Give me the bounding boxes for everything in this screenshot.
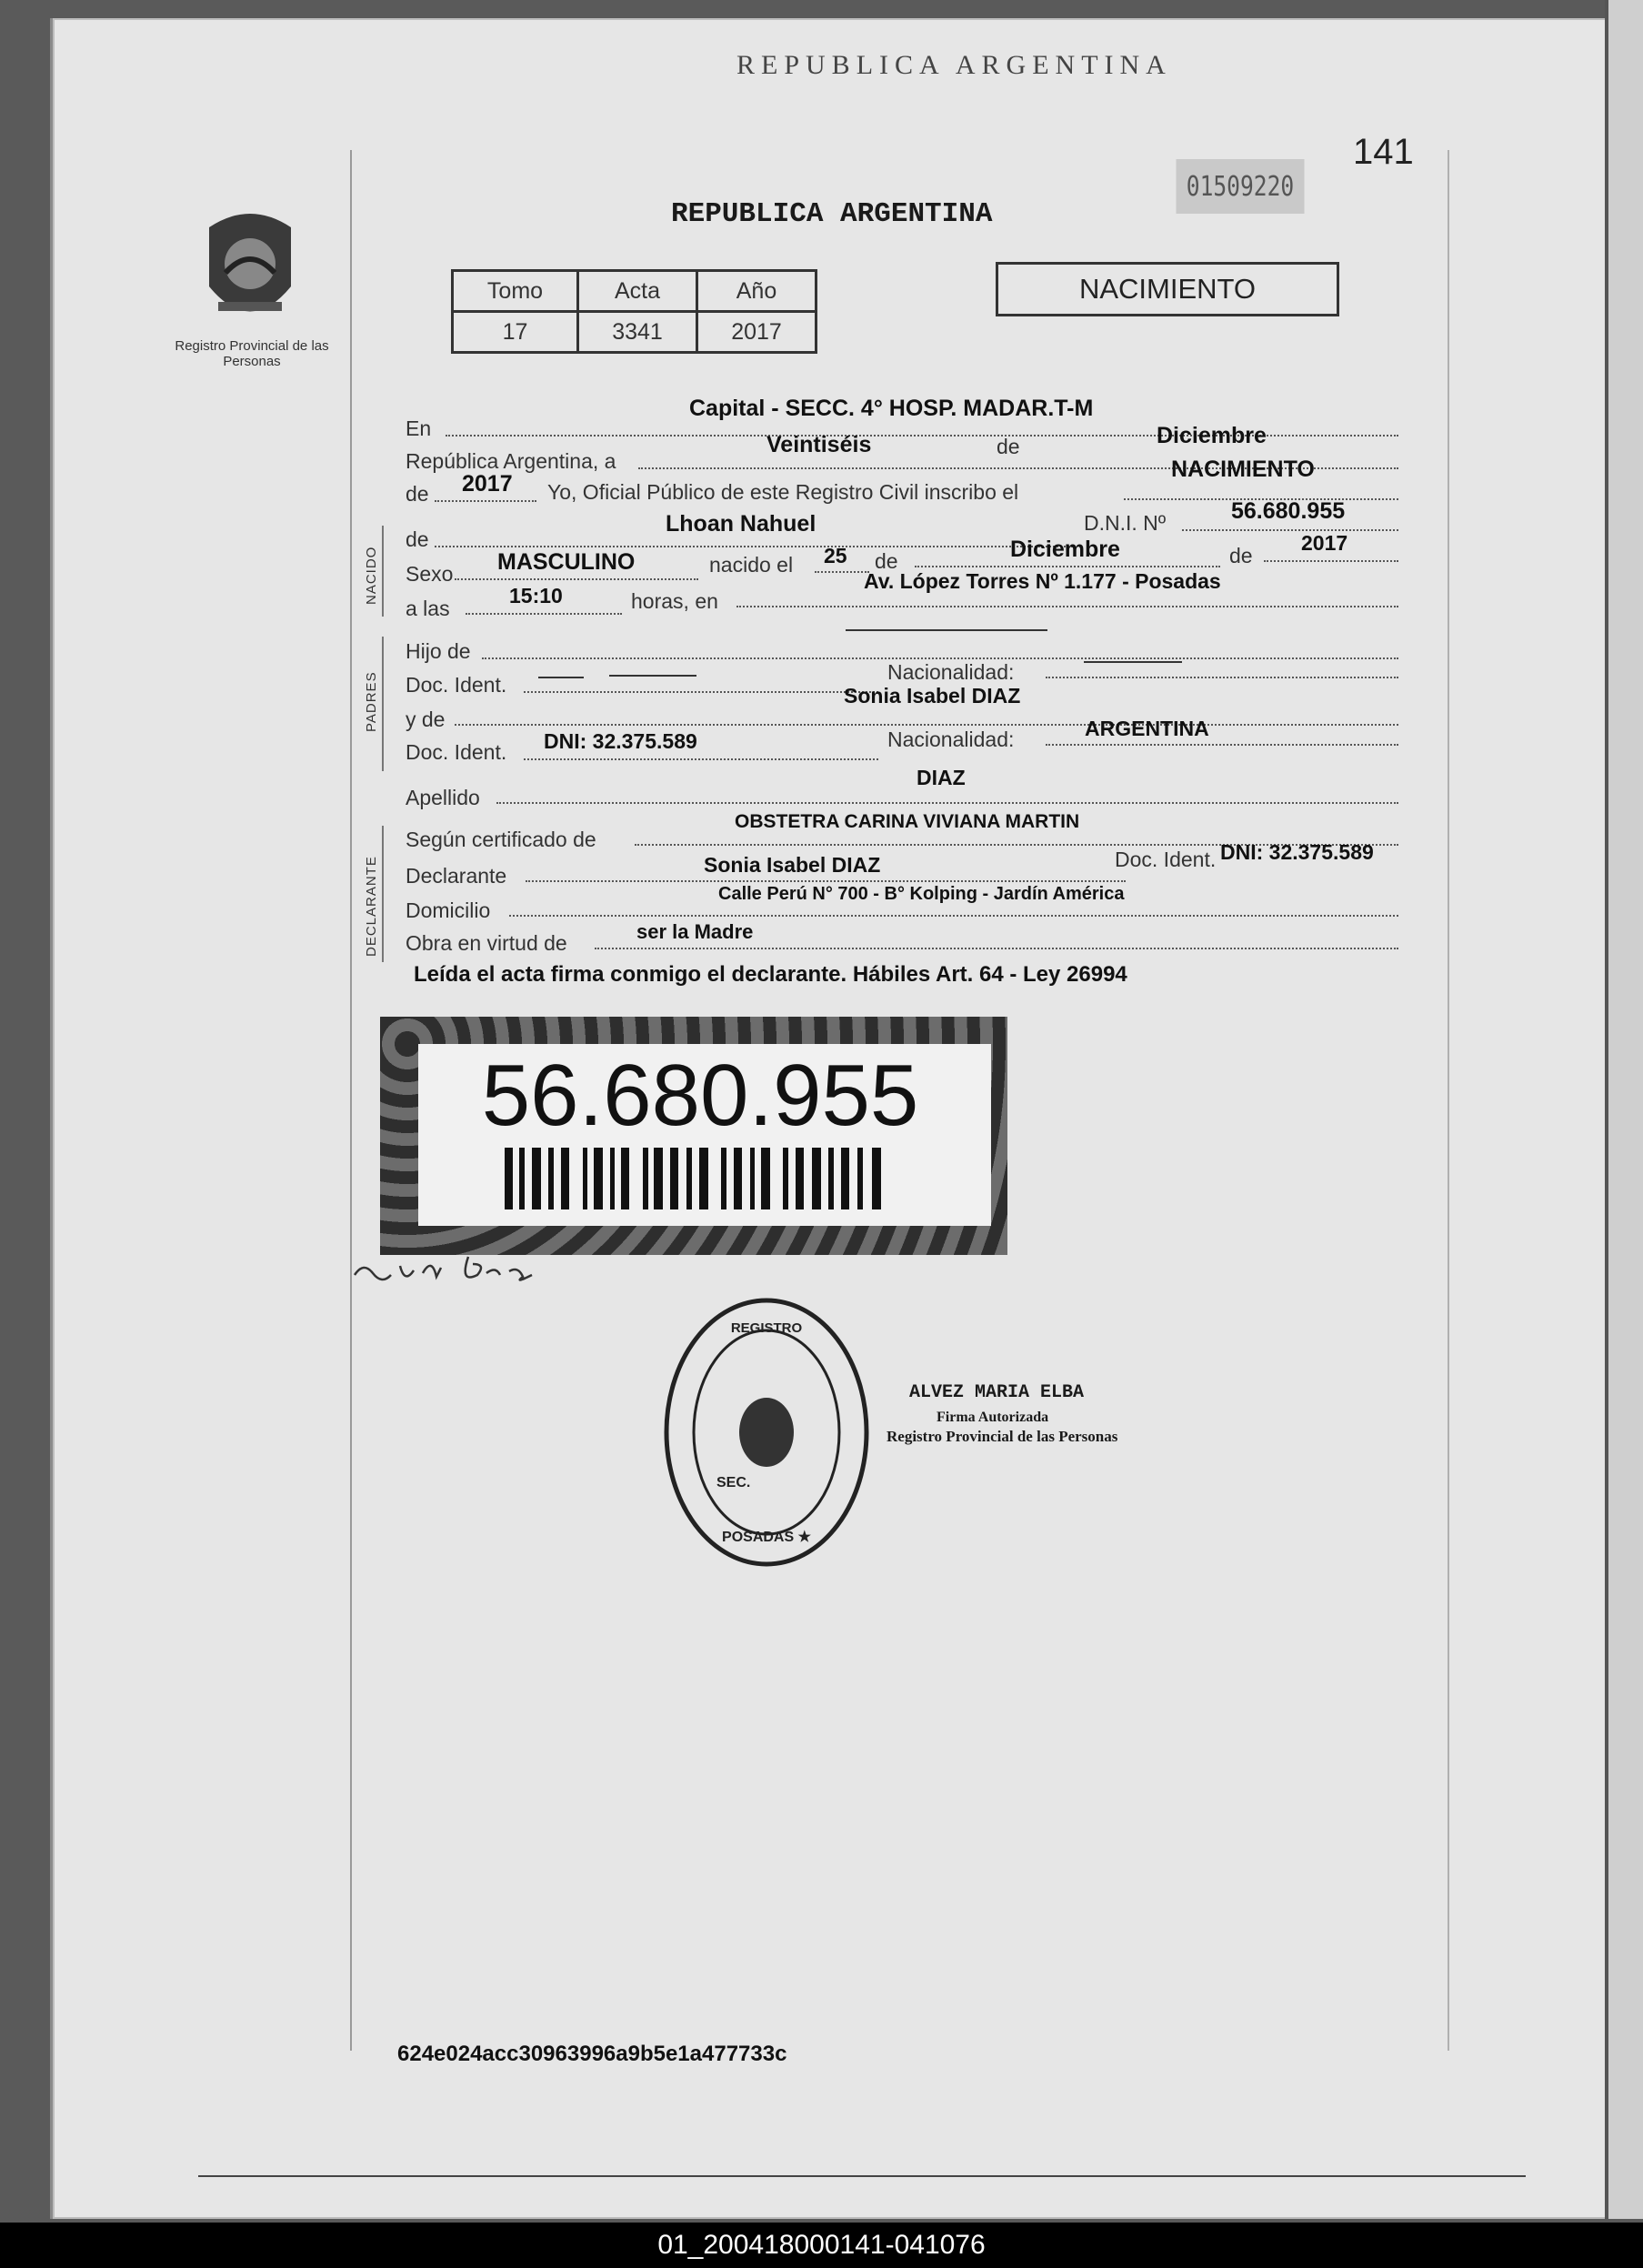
child-name-value: Lhoan Nahuel: [666, 511, 816, 537]
label-declarante: Declarante: [406, 864, 507, 888]
record-header-ano: Año: [697, 271, 816, 312]
label-nacionalidad-2: Nacionalidad:: [887, 728, 1015, 751]
adjacent-page-edge: [1605, 0, 1643, 2219]
act-type-value: NACIMIENTO: [1171, 457, 1315, 482]
record-value-tomo: 17: [453, 312, 578, 353]
dotted-line: [815, 571, 869, 573]
record-header-tomo: Tomo: [453, 271, 578, 312]
side-label-declarante: DECLARANTE: [364, 856, 379, 957]
label-en: En: [406, 416, 432, 440]
label-doc-1: Doc. Ident.: [406, 673, 507, 697]
record-value-acta: 3341: [578, 312, 697, 353]
label-republica: República Argentina, a: [406, 449, 616, 473]
label-de-2: de: [406, 482, 429, 506]
dotted-line: [509, 915, 1398, 917]
closing-statement: Leída el acta firma conmigo el declarante. Hábiles Art. 64 - Ley 26994: [414, 962, 1127, 987]
label-doc-2: Doc. Ident.: [406, 740, 507, 764]
birth-time-value: 15:10: [509, 584, 563, 607]
declarant-value: Sonia Isabel DIAZ: [704, 853, 881, 877]
svg-text:POSADAS ★: POSADAS ★: [722, 1530, 811, 1545]
label-alas: a las: [406, 597, 450, 620]
birth-place-value: Av. López Torres Nº 1.177 - Posadas: [864, 569, 1221, 593]
bottom-rule: [198, 2175, 1526, 2177]
dotted-line: [496, 802, 1398, 804]
birth-month-value: Diciembre: [1010, 537, 1120, 562]
side-label-nacido: NACIDO: [364, 546, 379, 605]
label-horas: horas, en: [631, 589, 718, 613]
document-hash: 624e024acc30963996a9b5e1a477733c: [397, 2042, 787, 2066]
label-hijo: Hijo de: [406, 639, 471, 663]
record-value-ano: 2017: [697, 312, 816, 353]
record-header-acta: Acta: [578, 271, 697, 312]
certificate-value: OBSTETRA CARINA VIVIANA MARTIN: [735, 811, 1080, 832]
dotted-line: [524, 758, 878, 760]
file-footer-label: 01_200418000141-041076: [0, 2223, 1643, 2268]
label-dni: D.N.I. Nº: [1084, 511, 1167, 535]
mother-doc-value: DNI: 32.375.589: [544, 729, 697, 753]
svg-text:SEC.: SEC.: [716, 1475, 751, 1490]
seal-caption: Registro Provincial de las Personas: [175, 338, 329, 369]
record-type-box: NACIMIENTO: [996, 262, 1339, 316]
surname-value: DIAZ: [917, 766, 966, 789]
signatory-role: Firma Autorizada: [937, 1410, 1049, 1425]
label-nacionalidad-1: Nacionalidad:: [887, 660, 1015, 684]
month-value: Diciembre: [1157, 423, 1267, 448]
capacity-value: ser la Madre: [636, 920, 754, 943]
declarant-doc-value: DNI: 32.375.589: [1220, 840, 1374, 864]
label-sexo: Sexo: [406, 562, 454, 586]
dotted-line: [595, 948, 1398, 949]
label-de-3: de: [406, 527, 429, 551]
day-value: Veintiséis: [766, 432, 872, 457]
blank-father-doc-type: [538, 677, 584, 678]
side-label-padres: PADRES: [364, 671, 379, 732]
signatory-name: ALVEZ MARIA ELBA: [909, 1382, 1085, 1403]
dotted-line: [1264, 560, 1398, 562]
dotted-line: [455, 578, 698, 580]
label-apellido: Apellido: [406, 786, 480, 809]
label-nacido: nacido el: [709, 553, 794, 577]
dotted-line: [482, 657, 1398, 659]
mother-name-value: Sonia Isabel DIAZ: [844, 684, 1021, 707]
dotted-line: [736, 606, 1398, 607]
dni-badge-number: 56.680.955: [481, 1047, 919, 1144]
birth-day-value: 25: [824, 544, 847, 567]
label-yo: Yo, Oficial Público de este Registro Civil inscribo el: [547, 480, 1019, 504]
barcode-icon: [505, 1148, 887, 1209]
dotted-line: [526, 880, 1126, 882]
label-doc-3: Doc. Ident.: [1115, 848, 1217, 871]
blank-father-nationality: [1084, 661, 1182, 663]
blank-father-doc-number: [609, 675, 696, 677]
provincial-seal-icon: [191, 200, 309, 336]
label-obra: Obra en virtud de: [406, 931, 567, 955]
label-de-5: de: [1229, 544, 1253, 567]
dotted-line: [524, 691, 878, 693]
label-segun: Según certificado de: [406, 828, 596, 851]
page-header-country: REPUBLICA ARGENTINA: [736, 50, 1172, 80]
birth-year-value: 2017: [1301, 531, 1348, 555]
form-title: REPUBLICA ARGENTINA: [671, 198, 993, 230]
dotted-line: [466, 613, 622, 615]
section-rule: [382, 526, 384, 617]
child-dni-value: 56.680.955: [1231, 498, 1346, 524]
address-value: Calle Perú N° 700 - B° Kolping - Jardín América: [718, 884, 1125, 904]
place-value: Capital - SECC. 4° HOSP. MADAR.T-M: [689, 396, 1094, 421]
dotted-line: [435, 546, 1073, 547]
label-de-1: de: [997, 435, 1020, 458]
dotted-line: [1046, 744, 1398, 746]
mother-nationality-value: ARGENTINA: [1085, 717, 1209, 740]
section-rule: [382, 826, 384, 962]
svg-text:REGISTRO: REGISTRO: [730, 1320, 803, 1336]
blank-father-dash: [846, 629, 1047, 631]
label-yde: y de: [406, 707, 446, 731]
dotted-line: [435, 500, 536, 502]
dotted-line: [915, 566, 1220, 567]
sex-value: MASCULINO: [497, 549, 636, 575]
record-table: [451, 269, 817, 354]
handwritten-signature: [350, 1248, 541, 1293]
label-de-4: de: [875, 549, 898, 573]
signatory-institution: Registro Provincial de las Personas: [887, 1428, 1118, 1445]
official-stamp: [662, 1296, 871, 1569]
sheet-number: 141: [1353, 132, 1414, 172]
year-value: 2017: [462, 471, 513, 497]
section-rule: [382, 637, 384, 771]
dotted-line: [455, 724, 1398, 726]
dotted-line: [1182, 529, 1398, 531]
dotted-line: [1046, 677, 1398, 678]
serial-number: 01509220: [1176, 159, 1304, 214]
label-domicilio: Domicilio: [406, 898, 491, 922]
